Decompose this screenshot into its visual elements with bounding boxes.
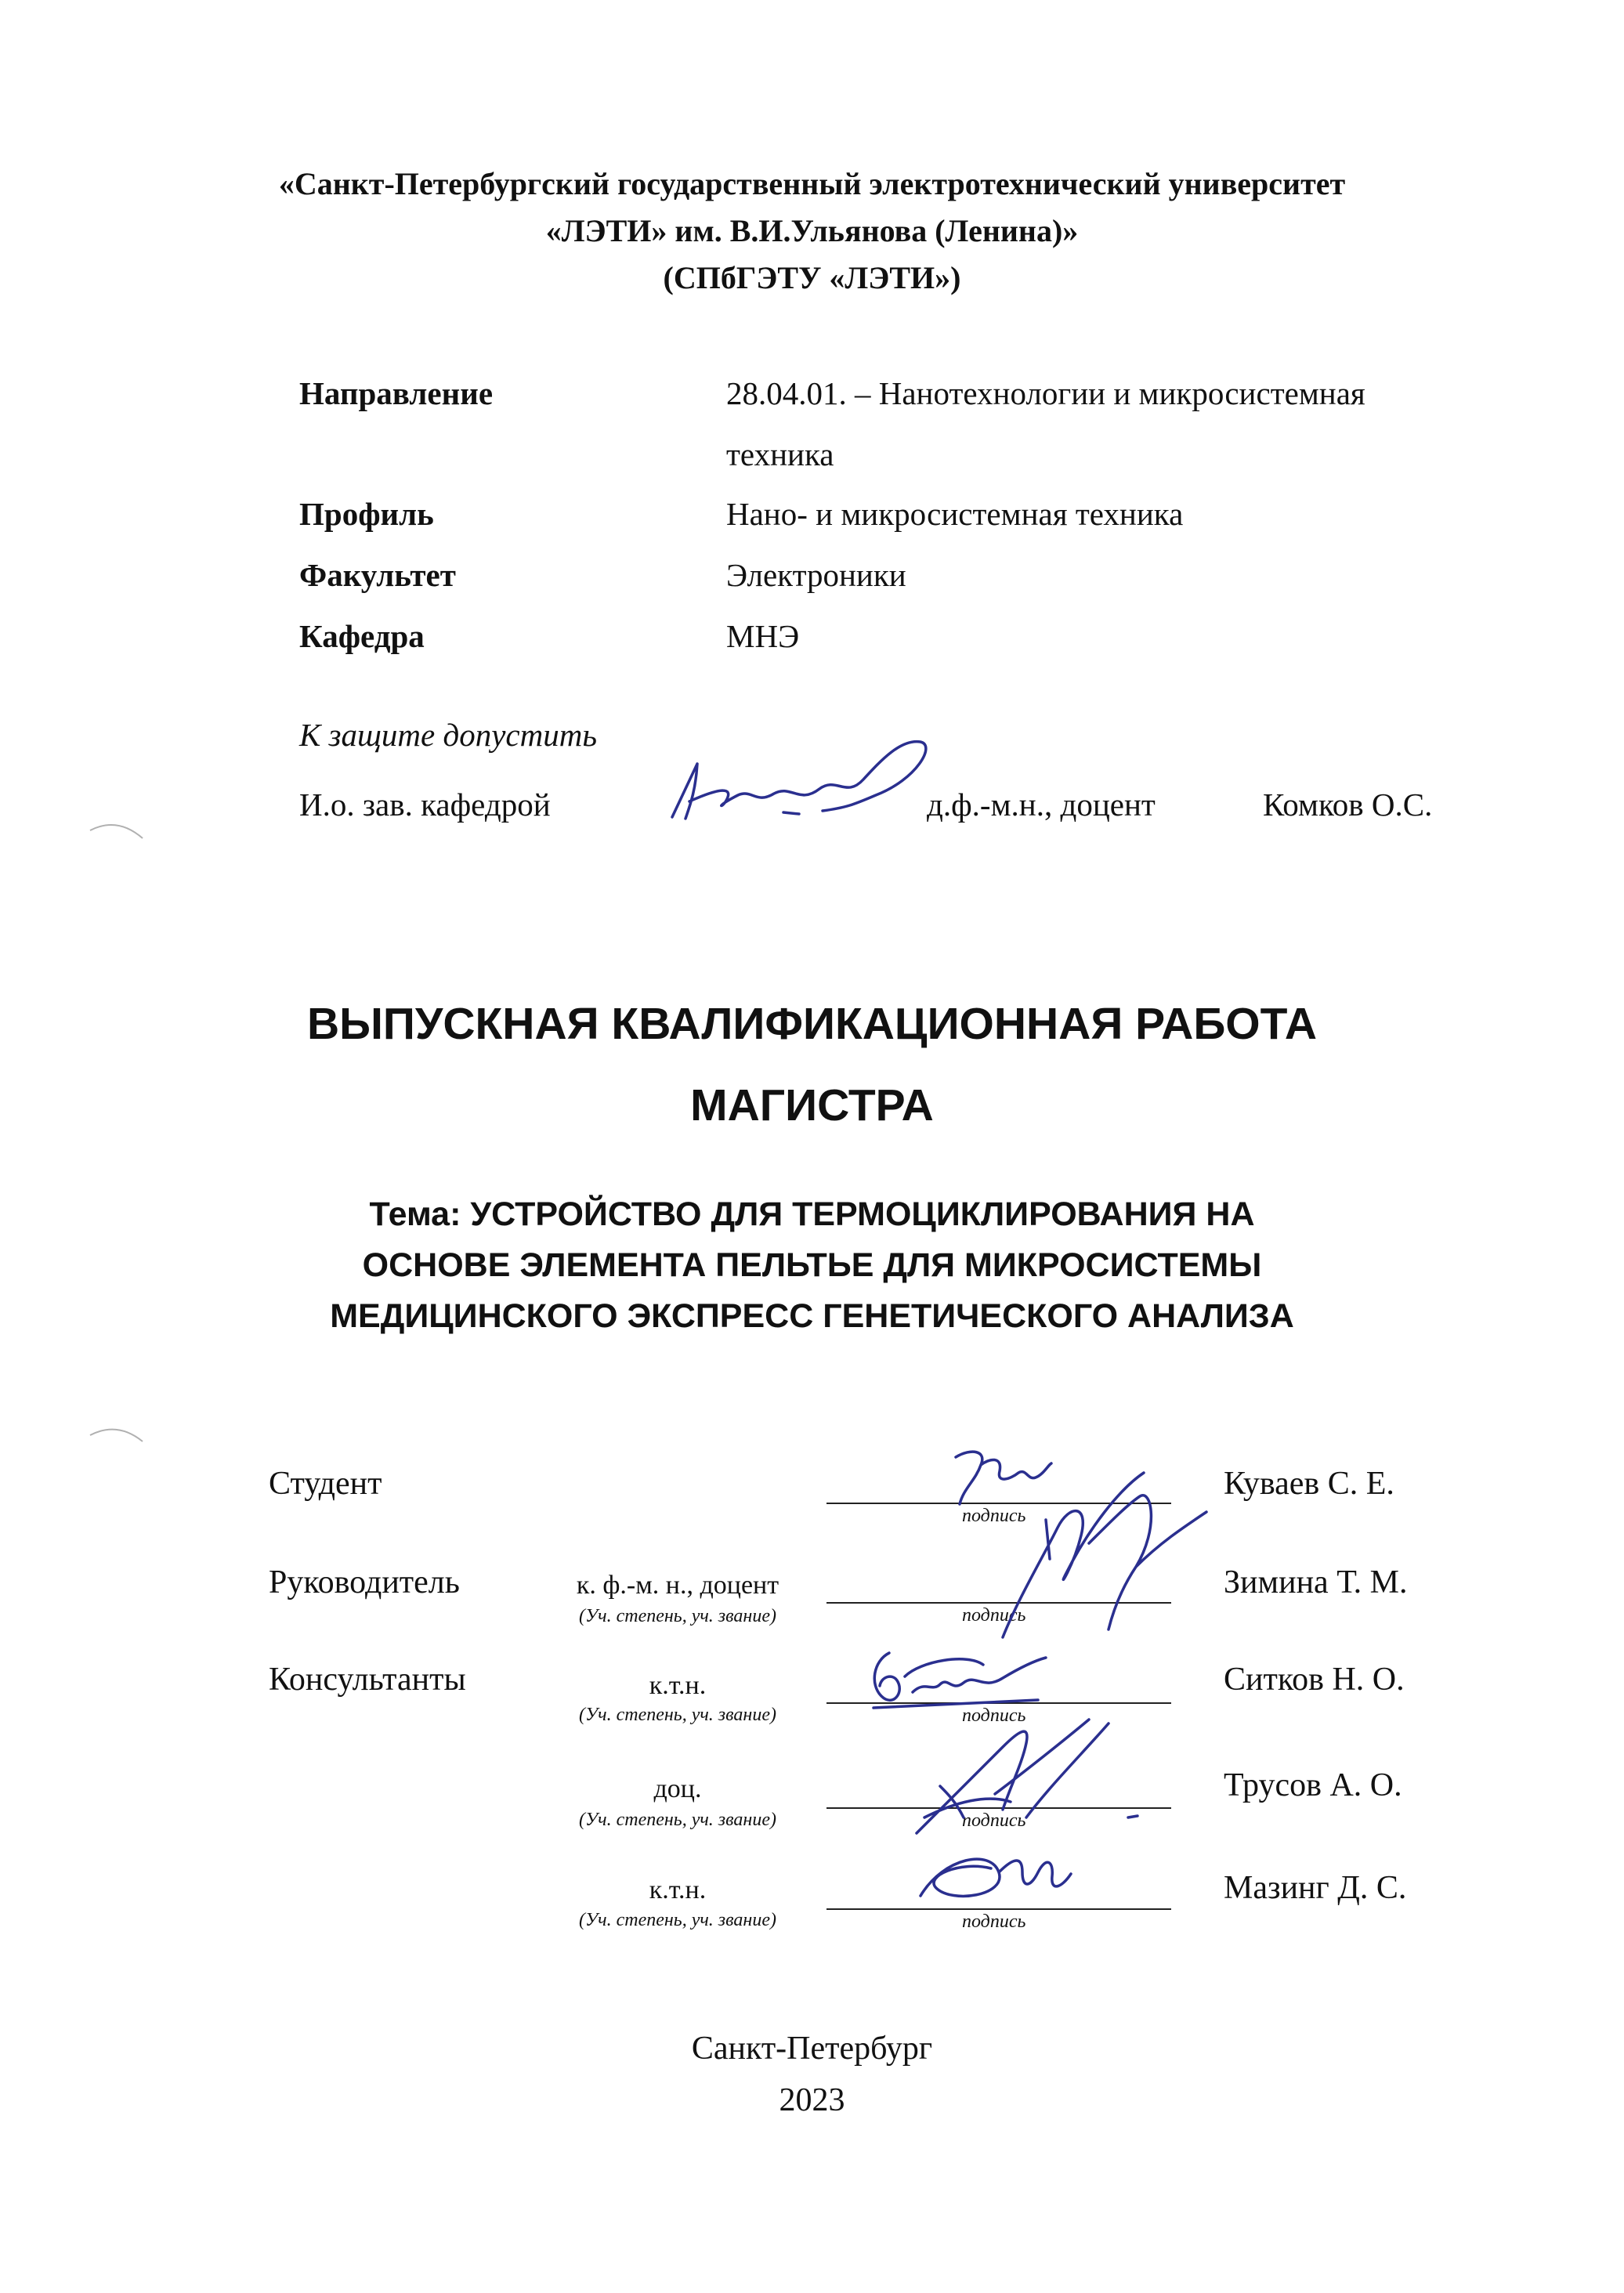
topic-line3: МЕДИЦИНСКОГО ЭКСПРЕСС ГЕНЕТИЧЕСКОГО АНАЛИЗА	[330, 1297, 1294, 1335]
punch-mark-bottom	[86, 1418, 149, 1449]
profile-label: Профиль	[299, 496, 434, 532]
approval-degree: д.ф.-м.н., доцент	[927, 787, 1156, 823]
faculty-value: Электроники	[726, 557, 906, 593]
consultant2-signature	[893, 1708, 1144, 1849]
footer	[0, 2023, 1624, 2126]
student-name: Куваев С. Е.	[1224, 1466, 1394, 1502]
topic-line2: ОСНОВЕ ЭЛЕМЕНТА ПЕЛЬТЬЕ ДЛЯ МИКРОСИСТЕМЫ	[362, 1246, 1262, 1284]
topic-line1: Тема: УСТРОЙСТВО ДЛЯ ТЕРМОЦИКЛИРОВАНИЯ НА	[369, 1195, 1255, 1233]
work-title-line2: МАГИСТРА	[690, 1080, 934, 1130]
consultant1-podpis-caption: подпись	[962, 1705, 1026, 1726]
head-of-department-signature	[666, 732, 948, 842]
footer-year: 2023	[779, 2082, 845, 2118]
supervisor-name: Зимина Т. М.	[1224, 1564, 1408, 1600]
supervisor-podpis-caption: подпись	[962, 1605, 1026, 1626]
consultant3-podpis-caption: подпись	[962, 1911, 1026, 1932]
direction-value-line2: техника	[726, 436, 834, 472]
supervisor-rank-caption: (Уч. степень, уч. звание)	[579, 1606, 776, 1626]
profile-value: Нано- и микросистемная техника	[726, 496, 1184, 532]
consultant3-rank: к.т.н.	[649, 1875, 707, 1904]
supervisor-label: Руководитель	[269, 1564, 460, 1600]
approval-name: Комков О.С.	[1263, 787, 1433, 823]
consultant1-rank-caption: (Уч. степень, уч. звание)	[579, 1705, 776, 1725]
faculty-label: Факультет	[299, 557, 456, 593]
supervisor-rank: к. ф.-м. н., доцент	[576, 1571, 779, 1600]
topic	[0, 1189, 1624, 1342]
department-value: МНЭ	[726, 618, 800, 654]
work-title	[0, 983, 1624, 1146]
consultant3-name: Мазинг Д. С.	[1224, 1870, 1407, 1906]
work-title-line1: ВЫПУСКНАЯ КВАЛИФИКАЦИОННАЯ РАБОТА	[306, 999, 1318, 1049]
department-label: Кафедра	[299, 618, 425, 654]
university-abbr: (СПбГЭТУ «ЛЭТИ»)	[663, 260, 961, 295]
university-name-line2: «ЛЭТИ» им. В.И.Ульянова (Ленина)»	[545, 213, 1079, 248]
consultant2-podpis-caption: подпись	[962, 1810, 1026, 1831]
consultant1-name: Ситков Н. О.	[1224, 1662, 1405, 1698]
consultant3-rank-caption: (Уч. степень, уч. звание)	[579, 1910, 776, 1930]
consultant2-rank: доц.	[653, 1774, 702, 1803]
footer-city: Санкт-Петербург	[691, 2031, 933, 2067]
approval-heading: К защите допустить	[299, 717, 597, 753]
punch-mark-top	[86, 815, 149, 846]
university-name-line1: «Санкт-Петербургский государственный электротехнический университет	[278, 166, 1346, 201]
consultant3-signature	[905, 1841, 1077, 1911]
consultant2-rank-caption: (Уч. степень, уч. звание)	[579, 1810, 776, 1830]
approval-role: И.о. зав. кафедрой	[299, 787, 551, 823]
university-header	[0, 161, 1624, 302]
consultants-label: Консультанты	[269, 1662, 466, 1698]
student-podpis-caption: подпись	[962, 1506, 1026, 1526]
consultant2-name: Трусов А. О.	[1224, 1767, 1402, 1803]
student-label: Студент	[269, 1466, 382, 1502]
supervisor-signature	[971, 1457, 1222, 1645]
direction-value-line1: 28.04.01. – Нанотехнологии и микросистемная	[726, 375, 1365, 411]
consultant1-rank: к.т.н.	[649, 1671, 707, 1700]
direction-label: Направление	[299, 375, 494, 411]
